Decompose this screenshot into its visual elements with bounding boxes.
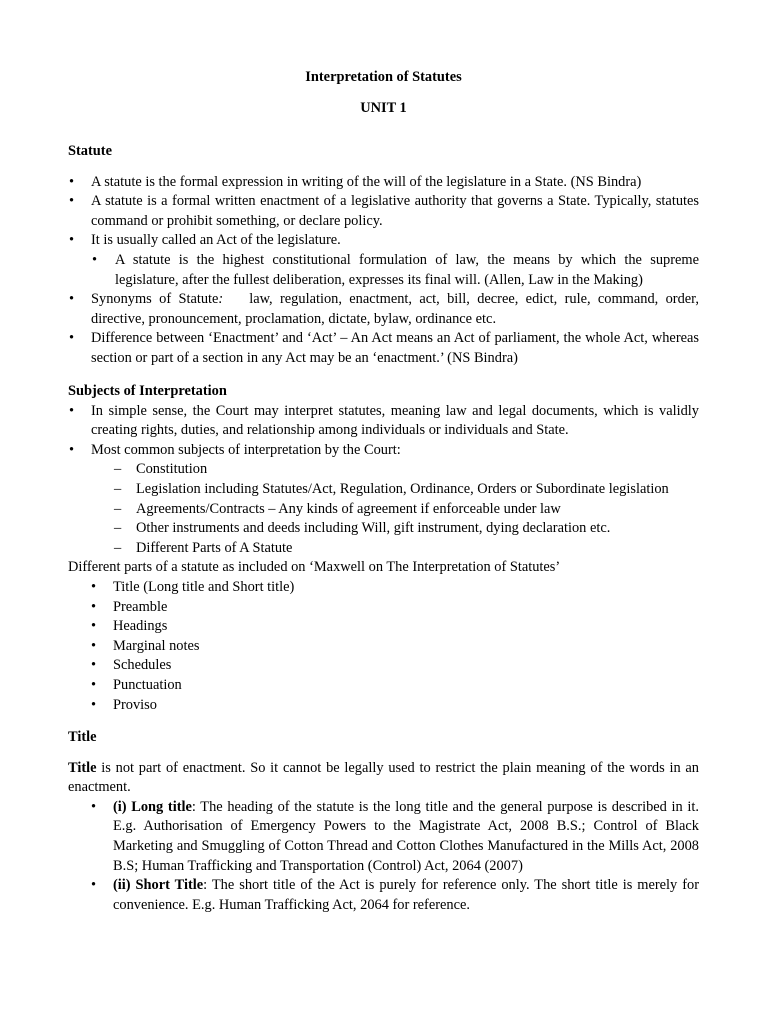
list-item: • Difference between ‘Enactment’ and ‘Act’ – An Act means an Act of parliament, the whole Act, whereas section or part of a section in any Act may be an ‘enactment.’ (NS Bindra) (68, 329, 699, 368)
subjects-section (68, 382, 699, 715)
short-title-label: (ii) Short Title (113, 877, 204, 894)
parts-list (68, 578, 699, 715)
title-intro-bold: Title (68, 759, 97, 776)
list-item: • A statute is a formal written enactment of a legislative authority that governs a State. Typically, statutes command or prohibit something, or declare policy. (68, 192, 699, 231)
title-list (68, 798, 699, 916)
title-intro (68, 759, 699, 798)
dash-item: – Legislation including Statutes/Act, Regulation, Ordinance, Orders or Subordinate legislation (68, 480, 699, 500)
subjects-heading: Subjects of Interpretation (68, 383, 227, 399)
long-title-label: (i) Long title (113, 798, 192, 815)
list-item: • Headings (68, 617, 699, 637)
subjects-list (68, 402, 699, 559)
list-item: • Title (Long title and Short title) (68, 578, 699, 598)
parts-intro: Different parts of a statute as included on ‘Maxwell on The Interpretation of Statutes’ (68, 559, 561, 576)
title-intro-text: is not part of enactment. So it cannot be legally used to restrict the plain meaning of the words in an enactment. (68, 759, 699, 796)
title-heading: Title (68, 729, 97, 745)
synonyms-colon: : (218, 291, 224, 308)
long-title-text: : The heading of the statute is the long title and the general purpose is described in it. E.g. Authorisation of Emergency Powers to the Magistrate Act, 2008 B.S.; Control of Black Marketing and Smuggling of Cotton Thread and Cotton Clothes Manufactured in the Mills Act, 2008 B.S; Human Trafficking and Transportation (Control) Act, 2064 (2007) (113, 798, 699, 874)
title-section (68, 728, 699, 915)
dash-item: – Different Parts of A Statute (68, 539, 699, 559)
list-subitem: • A statute is the highest constitutional formulation of law, the means by which the supreme legislature, after the fullest deliberation, expresses its final will. (Allen, Law in the Making) (68, 251, 699, 290)
document-title: Interpretation of Statutes (305, 69, 462, 85)
dash-item: – Agreements/Contracts – Any kinds of agreement if enforceable under law (68, 500, 699, 520)
list-item: • Marginal notes (68, 637, 699, 657)
synonyms-label: Synonyms of Statute (91, 291, 219, 308)
dash-item: – Constitution (68, 460, 699, 480)
statute-list (68, 173, 699, 369)
list-item-long-title (68, 798, 699, 876)
unit-heading: UNIT 1 (360, 100, 407, 116)
list-item-short-title (68, 876, 699, 915)
dash-item: – Other instruments and deeds including Will, gift instrument, dying declaration etc. (68, 519, 699, 539)
statute-section (68, 142, 699, 369)
list-item: • Most common subjects of interpretation by the Court: (68, 441, 699, 461)
list-item: • It is usually called an Act of the legislature. (68, 231, 699, 251)
list-item: • Preamble (68, 598, 699, 618)
short-title-text: : The short title of the Act is purely for reference only. The short title is merely for convenience. E.g. Human Trafficking Act, 2064 for reference. (113, 877, 699, 913)
list-item: • In simple sense, the Court may interpret statutes, meaning law and legal documents, which is validly creating rights, duties, and relationship among individuals or individuals and State. (68, 402, 699, 441)
list-item-synonyms (68, 290, 699, 329)
statute-heading: Statute (68, 143, 112, 159)
list-item: • Proviso (68, 696, 699, 716)
synonyms-text: law, regulation, enactment, act, bill, decree, edict, rule, command, order, directive, pronouncement, proclamation, dictate, bylaw, ordinance etc. (91, 291, 699, 327)
list-item: • A statute is the formal expression in writing of the will of the legislature in a State. (NS Bindra) (68, 173, 699, 193)
list-item: • Schedules (68, 656, 699, 676)
list-item: • Punctuation (68, 676, 699, 696)
